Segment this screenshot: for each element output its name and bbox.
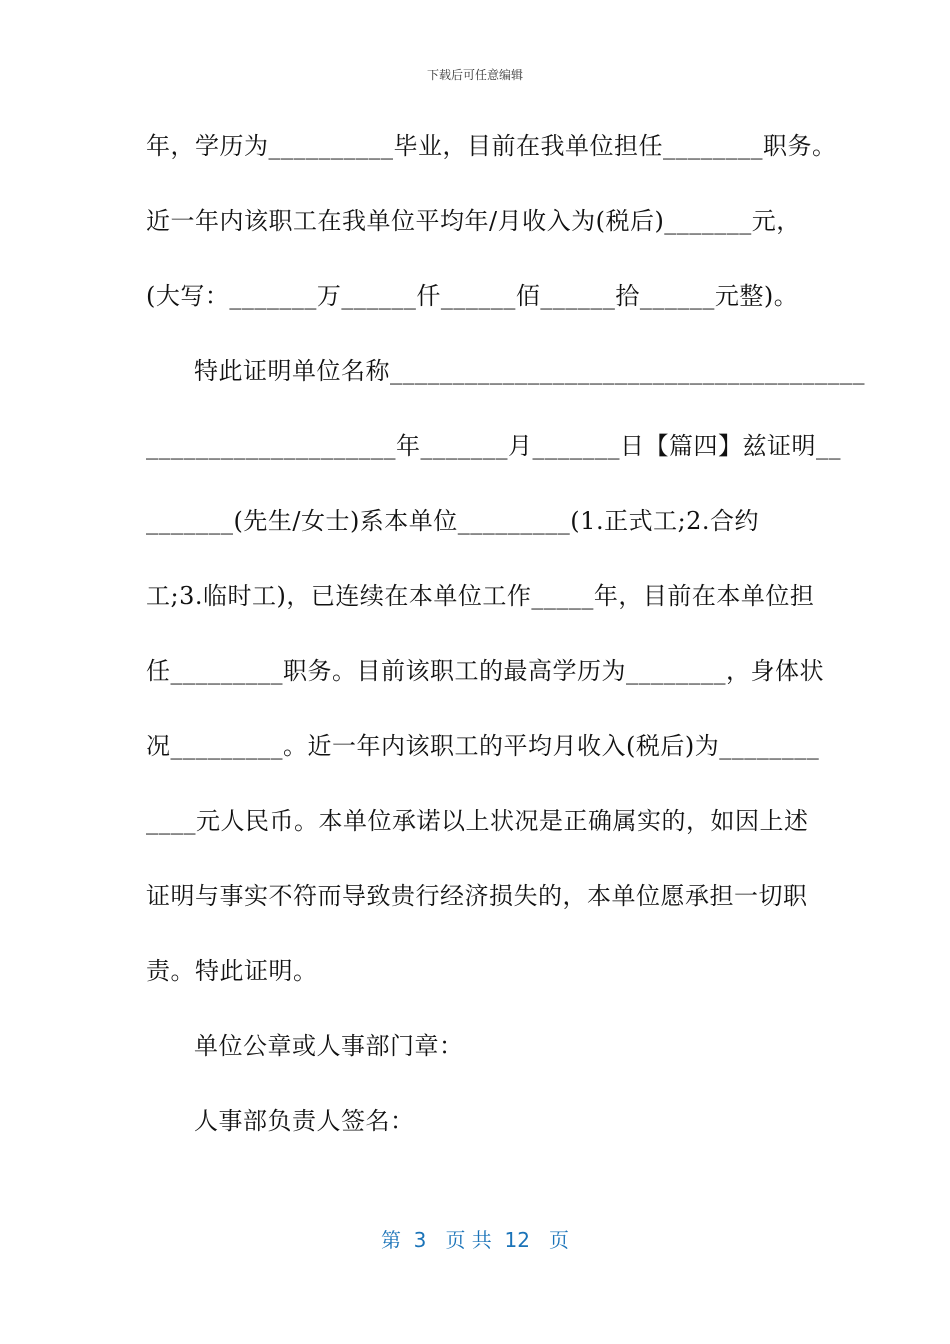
seal-label: 单位公章或人事部门章： <box>194 1032 464 1060</box>
body-line-12: 责。特此证明。 <box>146 957 318 985</box>
body-line-10: ____元人民币。本单位承诺以上状况是正确属实的，如因上述 <box>146 807 809 835</box>
body-line-5: ____________________年_______月_______日【篇四】兹证明__ <box>146 432 841 460</box>
page-number-footer: 第 3 页 共 12 页 <box>380 1228 570 1252</box>
body-line-8: 任_________职务。目前该职工的最高学历为________，身体状 <box>146 657 824 685</box>
page-header-note: 下载后可任意编辑 <box>426 68 523 82</box>
body-line-9: 况_________。近一年内该职工的平均月收入(税后)为________ <box>146 732 820 760</box>
body-line-2: 近一年内该职工在我单位平均年/月收入为(税后)_______元， <box>146 207 801 235</box>
body-line-7: 工;3.临时工)，已连续在本单位工作_____年，目前在本单位担 <box>146 582 815 610</box>
signature-label: 人事部负责人签名： <box>194 1107 415 1135</box>
body-line-3: (大写：_______万______仟______佰______拾______元整)。 <box>146 282 799 310</box>
body-line-1: 年，学历为__________毕业，目前在我单位担任________职务。 <box>146 132 837 160</box>
body-line-11: 证明与事实不符而导致贵行经济损失的，本单位愿承担一切职 <box>146 882 808 910</box>
body-line-4: 特此证明单位名称______________________________________ <box>194 357 865 385</box>
body-line-6: _______(先生/女士)系本单位_________(1.正式工;2.合约 <box>146 507 760 535</box>
